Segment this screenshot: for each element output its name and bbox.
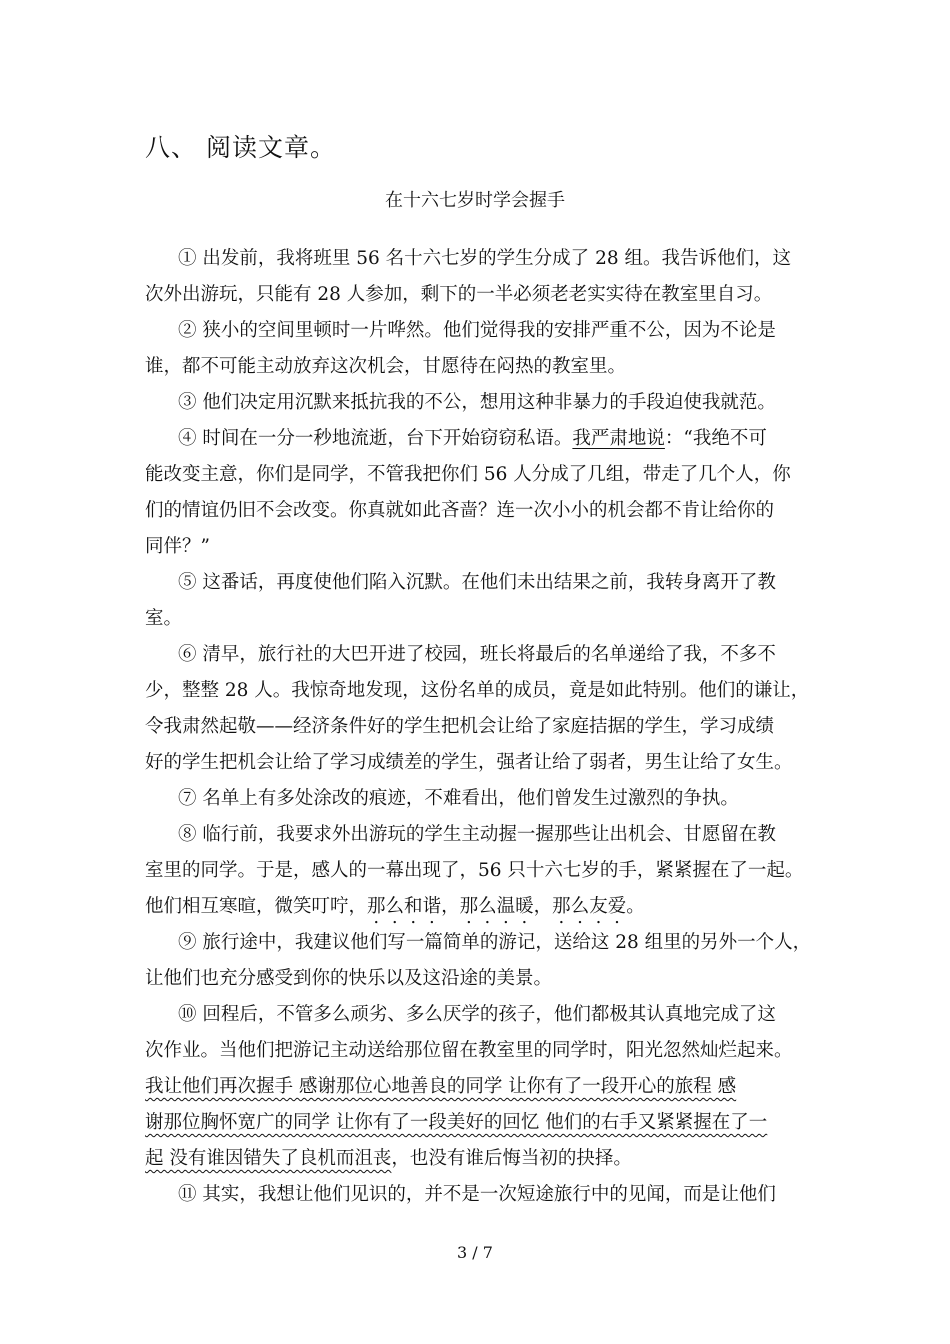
paragraph-9-line-1: ⑨ 旅行途中，我建议他们写一篇简单的游记，送给这 28 组里的另外一个人，	[178, 932, 812, 953]
paragraph-1-line-2: 次外出游玩，只能有 28 人参加，剩下的一半必须老老实实待在教室里自习。	[145, 284, 773, 305]
paragraph-7-line-1: ⑦ 名单上有多处涂改的痕迹，不难看出，他们曾发生过激烈的争执。	[178, 788, 739, 809]
paragraph-3-line-1: ③ 他们决定用沉默来抵抗我的不公，想用这种非暴力的手段迫使我就范。	[178, 392, 776, 413]
section-title: 八、 阅读文章。	[145, 133, 336, 162]
paragraph-8-line-3	[145, 895, 645, 919]
p8-text-before: 他们相互寒暄，微笑叮咛，	[145, 896, 368, 917]
paragraph-1-line-1: ① 出发前，我将班里 56 名十六七岁的学生分成了 28 组。我告诉他们，这	[178, 248, 791, 269]
paragraph-2-line-2: 谁，都不可能主动放弃这次机会，甘愿待在闷热的教室里。	[145, 356, 627, 377]
dotted-phrase: 那么和谐，那么温暖，那么友爱	[367, 896, 627, 917]
paragraph-10-line-3: 我让他们再次握手 感谢那位心地善良的同学 让你有了一段开心的旅程 感	[145, 1076, 737, 1097]
p10-text-after: ，也没有谁后悔当初的抉择。	[391, 1148, 632, 1169]
paragraph-10-line-2: 次作业。当他们把游记主动送给那位留在教室里的同学时，阳光忽然灿烂起来。	[145, 1040, 793, 1061]
paragraph-8-line-1: ⑧ 临行前，我要求外出游玩的学生主动握一握那些让出机会、甘愿留在教	[178, 824, 776, 845]
p4-text-after: ：“我绝不可	[664, 428, 767, 449]
paragraph-9-line-2: 让他们也充分感受到你的快乐以及这沿途的美景。	[145, 968, 553, 989]
paragraph-10-line-1: ⑩ 回程后，不管多么顽劣、多么厌学的孩子，他们都极其认真地完成了这	[178, 1004, 776, 1025]
paragraph-6-line-1: ⑥ 清早，旅行社的大巴开进了校园，班长将最后的名单递给了我，不多不	[178, 644, 776, 665]
paragraph-5-line-1: ⑤ 这番话，再度使他们陷入沉默。在他们未出结果之前，我转身离开了教	[178, 572, 776, 593]
wavy-phrase: 起 没有谁因错失了良机而沮丧	[145, 1148, 392, 1169]
paragraph-6-line-3: 令我肃然起敬——经济条件好的学生把机会让给了家庭拮据的学生，学习成绩	[145, 716, 775, 737]
page-number: 3 / 7	[457, 1243, 493, 1262]
article-title: 在十六七岁时学会握手	[385, 190, 565, 211]
p8-text-after: 。	[626, 896, 645, 917]
paragraph-10-line-5	[145, 1147, 632, 1171]
paragraph-5-line-2: 室。	[145, 608, 183, 629]
paragraph-10-line-4: 谢那位胸怀宽广的同学 让你有了一段美好的回忆 他们的右手又紧紧握在了一	[145, 1112, 768, 1133]
paragraph-4-line-4: 同伴？”	[145, 536, 210, 557]
paragraph-8-line-2: 室里的同学。于是，感人的一幕出现了，56 只十六七岁的手，紧紧握在了一起。	[145, 860, 804, 881]
paragraph-6-line-4: 好的学生把机会让给了学习成绩差的学生，强者让给了弱者，男生让给了女生。	[145, 752, 793, 773]
p4-text-before: ④ 时间在一分一秒地流逝，台下开始窃窃私语。	[178, 428, 573, 449]
paragraph-4-line-2: 能改变主意，你们是同学，不管我把你们 56 人分成了几组，带走了几个人，你	[145, 464, 791, 485]
paragraph-6-line-2: 少，整整 28 人。我惊奇地发现，这份名单的成员，竟是如此特别。他们的谦让，	[145, 680, 810, 701]
underlined-phrase: 我严肃地说	[572, 428, 665, 449]
paragraph-11-line-1: ⑪ 其实，我想让他们见识的，并不是一次短途旅行中的见闻，而是让他们	[178, 1184, 776, 1205]
paragraph-4-line-1	[178, 427, 767, 451]
paragraph-4-line-3: 们的情谊仍旧不会改变。你真就如此吝啬？连一次小小的机会都不肯让给你的	[145, 500, 775, 521]
paragraph-2-line-1: ② 狭小的空间里顿时一片哗然。他们觉得我的安排严重不公，因为不论是	[178, 320, 776, 341]
